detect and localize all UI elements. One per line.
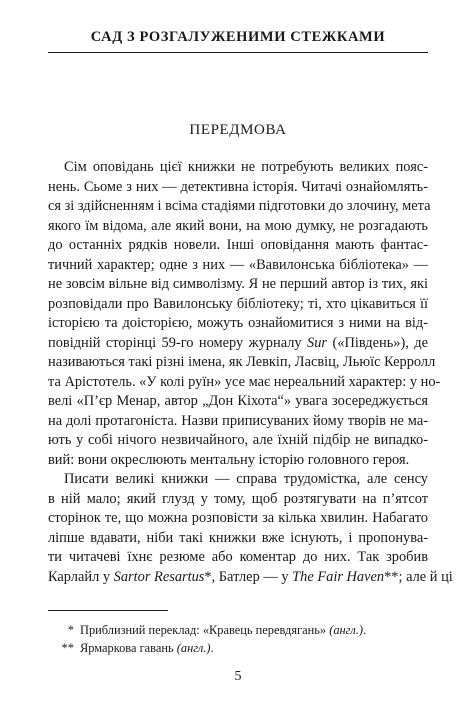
footnote-ref: ** bbox=[384, 568, 399, 585]
footnotes bbox=[48, 621, 428, 657]
text-line: історією та доісторією, можуть ознайомитися з ними на від- bbox=[48, 315, 428, 331]
text-segment: («Південь»), де bbox=[327, 334, 428, 351]
footnote-ref: *, bbox=[204, 568, 219, 585]
book-title: Sartor Resartus bbox=[113, 568, 205, 585]
footnote-mark: ** bbox=[61, 641, 74, 655]
book-title: The Fair Haven bbox=[292, 568, 385, 585]
text-line: називаються такі різні імена, як Левкіп, Ласвіц, Льюїс Керролл bbox=[48, 354, 436, 370]
text-line: якого їм відома, але який вони, на мою думку, не розгадають bbox=[48, 217, 428, 234]
footnote bbox=[48, 621, 428, 639]
text-line: в ній мало; який глузд у тому, щоб розтягувати на п’ятсот bbox=[48, 490, 428, 507]
text-line: сторінок те, що можна розповісти за кілька хвилин. Набагато bbox=[48, 510, 428, 526]
header-rule bbox=[48, 52, 428, 53]
footnote bbox=[48, 639, 428, 657]
text-line bbox=[48, 334, 428, 354]
footnote-rule bbox=[48, 610, 168, 611]
text-line: вий: вони окреслюють ментальну історію головного героя. bbox=[48, 451, 410, 468]
text-line: на долі протагоніста. Назви приписуваних йому творів не ма- bbox=[48, 412, 428, 429]
text-line: нень. Сьоме з них — детективна історія. Читачі ознайомлять- bbox=[48, 178, 428, 195]
text-segment: повідній сторінці 59-го номеру журналу bbox=[48, 334, 302, 351]
text-line: ліпше вдавати, ніби такі книжки вже існують, і пропонува- bbox=[48, 529, 428, 546]
text-line: Писати великі книжки — справа трудомістка, але сенсу bbox=[64, 471, 428, 487]
text-line: розповідали про Вавилонську бібліотеку; ті, хто цікавиться її bbox=[48, 295, 428, 312]
body-text bbox=[48, 158, 453, 587]
footnote-text: Ярмаркова гавань bbox=[80, 641, 174, 655]
text-line bbox=[48, 568, 453, 588]
text-line: Сім оповідань цієї книжки не потребують великих пояс- bbox=[64, 159, 428, 175]
section-title: ПЕРЕДМОВА bbox=[189, 122, 287, 138]
footnote-text: Приблизний переклад: «Кравець перевдягань» bbox=[80, 623, 327, 637]
text-line: ти читачеві їхнє резюме або коментар до них. Так зробив bbox=[48, 549, 428, 565]
running-head: САД З РОЗГАЛУЖЕНИМИ СТЕЖКАМИ bbox=[90, 29, 386, 45]
text-line: не зовсім вільне від символізму. Я не перший автор із тих, які bbox=[48, 276, 428, 292]
footnote-mark: * bbox=[67, 623, 74, 637]
journal-title: Sur bbox=[307, 334, 328, 351]
text-line: тичний характер; одне з них — «Вавилонська бібліотека» — bbox=[48, 256, 428, 273]
text-line: до останніх рядків новели. Інші оповідання мають фантас- bbox=[48, 237, 428, 253]
footnote-lang: (англ.) bbox=[329, 623, 363, 637]
footnote-lang: (англ.) bbox=[176, 641, 211, 655]
text-line: велі «П’єр Менар, автор „Дон Кіхота“» увага зосереджується bbox=[48, 393, 428, 409]
text-segment: Карлайл у bbox=[48, 568, 111, 585]
text-line: ся зі здійсненням і всіма стадіями підготовки до злочину, мета bbox=[48, 198, 431, 214]
text-segment: ; але й ці bbox=[398, 568, 453, 585]
text-line: та Арістотель. «У колі руїн» усе має нереальний характер: у но- bbox=[48, 373, 441, 390]
footnote-end: . bbox=[362, 623, 367, 637]
footnote-end: . bbox=[210, 641, 214, 655]
text-segment: Батлер — у bbox=[218, 568, 289, 585]
page-number: 5 bbox=[234, 669, 242, 684]
text-line: ють у собі нічого незвичайного, але їхній підбір не випадко- bbox=[48, 432, 428, 448]
